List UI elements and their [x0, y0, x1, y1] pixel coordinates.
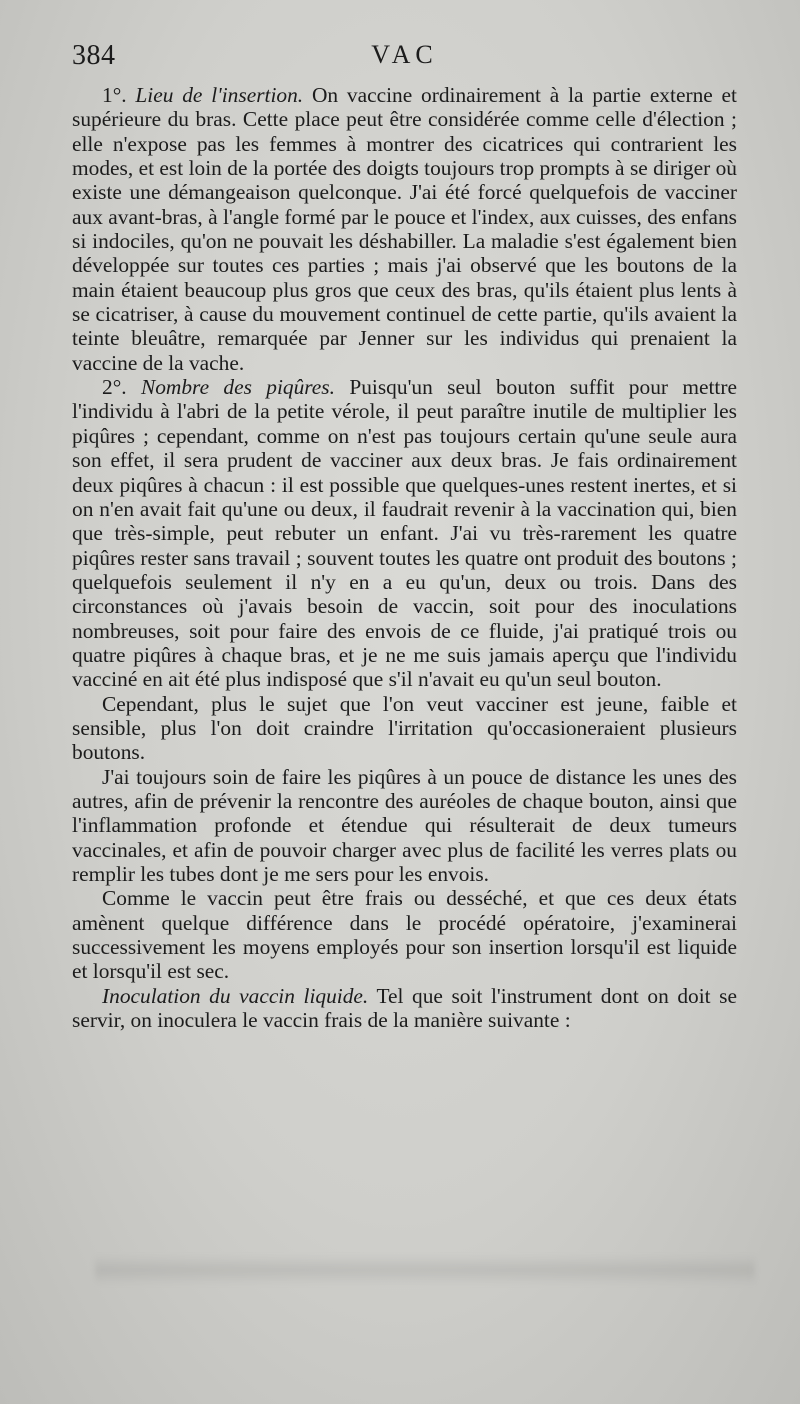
- section-heading: Inoculation du vaccin liquide.: [102, 983, 369, 1008]
- page-header: [72, 40, 737, 80]
- show-through-shadow: [95, 1255, 755, 1285]
- paragraph-text: J'ai toujours soin de faire les piqûres à un pouce de distance les unes des autres, afin de prévenir la rencontre des auréoles de chaque bouton, ainsi que l'inflammation profonde et étendue qui résulterait de deux tumeurs vaccinales, et afin de pouvoir charger avec plus de facilité les verres plats ou remplir les tubes dont je me sers pour les envois.: [72, 764, 737, 886]
- section-heading: Nombre des piqûres.: [140, 375, 335, 400]
- paragraph-distance: [72, 765, 737, 887]
- section-heading: Lieu de l'insertion.: [135, 83, 304, 107]
- page-number: 384: [72, 40, 116, 71]
- paragraph-piqures: [72, 375, 737, 691]
- paragraph-etats: [72, 886, 737, 983]
- paragraph-number: 1°.: [102, 83, 136, 107]
- paragraph-text: Tel que soit l'instrument dont on doit se servir, on inoculera le vaccin frais de la manière suivante :: [72, 983, 737, 1033]
- paragraph-number: 2°.: [102, 375, 141, 400]
- paragraph-text: Comme le vaccin peut être frais ou desséché, et que ces deux états amènent quelque différence dans le procédé opératoire, j'examinerai successivement les moyens employés pour son insertion lorsqu'il est liquide et lorsqu'il est sec.: [72, 886, 737, 984]
- paragraph-text: Cependant, plus le sujet que l'on veut vacciner est jeune, faible et sensible, plus l'on doit craindre l'irritation qu'occasioneraient plusieurs boutons.: [72, 691, 737, 765]
- paragraph-text: Puisqu'un seul bouton suffit pour mettre l'individu à l'abri de la petite vérole, il peut paraître inutile de multiplier les piqûres ; cependant, comme on n'est pas toujours certain qu'une seule aura son effet, il sera prudent de vacciner aux deux bras. Je fais ordinairement deux piqûres à chacun : il est possible que quelques-unes restent inertes, et si on n'en avait fait qu'une ou deux, il faudrait revenir à la vaccination qui, bien que très-simple, peut rebuter un enfant. J'ai vu très-rarement les quatre piqûres rester sans travail ; souvent toutes les quatre ont produit des boutons ; quelquefois seulement il n'y en a eu qu'un, deux ou trois. Dans des circonstances où j'avais besoin de vaccin, soit pour des inoculations nombreuses, soit pour faire des envois de ce fluide, j'ai pratiqué trois ou quatre piqûres à chaque bras, et je ne me suis jamais aperçu que l'individu vacciné en ait été plus indisposé que s'il n'avait eu qu'un seul bouton.: [72, 375, 737, 692]
- paragraph-text: On vaccine ordinairement à la partie externe et supérieure du bras. Cette place peut être considérée comme celle d'élection ; elle n'expose pas les femmes à montrer des cicatrices qui contrarient les modes, et est loin de la portée des doigts toujours trop prompts à se diriger où existe une démangeaison quelconque. J'ai été forcé quelquefois de vacciner aux avant-bras, à l'angle formé par le pouce et l'index, aux cuisses, des enfans si indociles, qu'on ne pouvait les déshabiller. La maladie s'est également bien développée sur toutes ces parties ; mais j'ai observé que les boutons de la main étaient beaucoup plus gros que ceux des bras, qu'ils étaient plus lents à se cicatriser, à cause du mouvement continuel de cette partie, qu'ils avaient la teinte bleuâtre, remarquée par Jenner sur les individus qui prenaient la vaccine de la vache.: [72, 83, 737, 375]
- paragraph-cependant: [72, 692, 737, 765]
- running-head: VAC: [371, 40, 438, 69]
- paragraph-inoculation: [72, 984, 737, 1033]
- body-text: [72, 83, 737, 1032]
- paragraph-insertion: [72, 83, 737, 375]
